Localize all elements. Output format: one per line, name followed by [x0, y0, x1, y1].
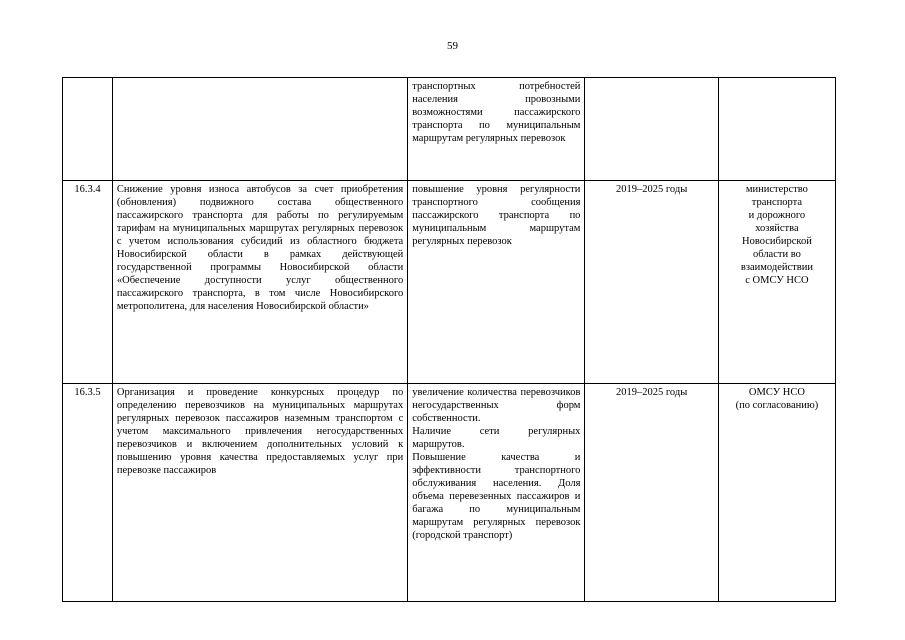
result-paragraph: транспортных потребностей населения провозными возможностями пассажирского транспорта по муниципальным маршрутам регулярных перевозок — [412, 81, 581, 144]
page-number: 59 — [447, 40, 458, 52]
result-paragraph: Повышение качества и эффективности транспортного обслуживания населения. Доля объема перевезенных пассажиров и багажа по муниципальным маршрутам регулярных перевозок (городской транспорт) — [412, 452, 581, 541]
measure-name — [112, 78, 407, 181]
period — [585, 78, 718, 181]
row-number — [63, 78, 113, 181]
result-paragraph: увеличение количества перевозчиков негосударственных форм собственности. — [412, 387, 581, 424]
executor-line: области во — [752, 249, 801, 260]
executor-line: транспорта — [751, 197, 803, 208]
executor-line: и дорожного — [748, 210, 806, 221]
executor-line: Новосибирской — [742, 236, 812, 247]
table-row — [63, 384, 836, 602]
row-number: 16.3.5 — [63, 384, 113, 602]
period: 2019–2025 годы — [585, 181, 718, 384]
measure-name: Снижение уровня износа автобусов за счет приобретения (обновления) подвижного состава общественного пассажирского транспорта для работы по регулируемым тарифам на муниципальных маршрутах регулярных перевозок с учетом использования субсидий из областного бюджета Новосибирской области в рамках действующей государственной программы Новосибирской области «Обеспечение доступности услуг общественного пассажирского транспорта, в том числе Новосибирского метрополитена, для населения Новосибирской области» — [112, 181, 407, 384]
executor-line: ОМСУ НСО — [748, 387, 805, 398]
executor-line: с ОМСУ НСО — [745, 275, 809, 286]
expected-result — [408, 384, 585, 602]
executor — [718, 78, 835, 181]
period: 2019–2025 годы — [585, 384, 718, 602]
row-number: 16.3.4 — [63, 181, 113, 384]
executor — [718, 384, 835, 602]
measure-name: Организация и проведение конкурсных процедур по определению перевозчиков на муниципальных маршрутах регулярных перевозок пассажиров наземным транспортом с учетом максимального привлечения негосударственных перевозчиков и включением дополнительных условий к повышению уровня качества предоставляемых услуг при перевозке пассажиров — [112, 384, 407, 602]
result-paragraph: Наличие сети регулярных маршрутов. — [412, 426, 581, 450]
executor-line: министерство — [745, 184, 808, 195]
expected-result — [408, 78, 585, 181]
result-paragraph: повышение уровня регулярности транспортного сообщения пассажирского транспорта по муниципальным маршрутам регулярных перевозок — [412, 184, 581, 247]
table-row — [63, 181, 836, 384]
measures-table — [62, 77, 836, 602]
executor-line: (по согласованию) — [735, 400, 819, 411]
expected-result — [408, 181, 585, 384]
executor — [718, 181, 835, 384]
table-row — [63, 78, 836, 181]
executor-line: хозяйства — [755, 223, 799, 234]
executor-line: взаимодействии — [740, 262, 813, 273]
